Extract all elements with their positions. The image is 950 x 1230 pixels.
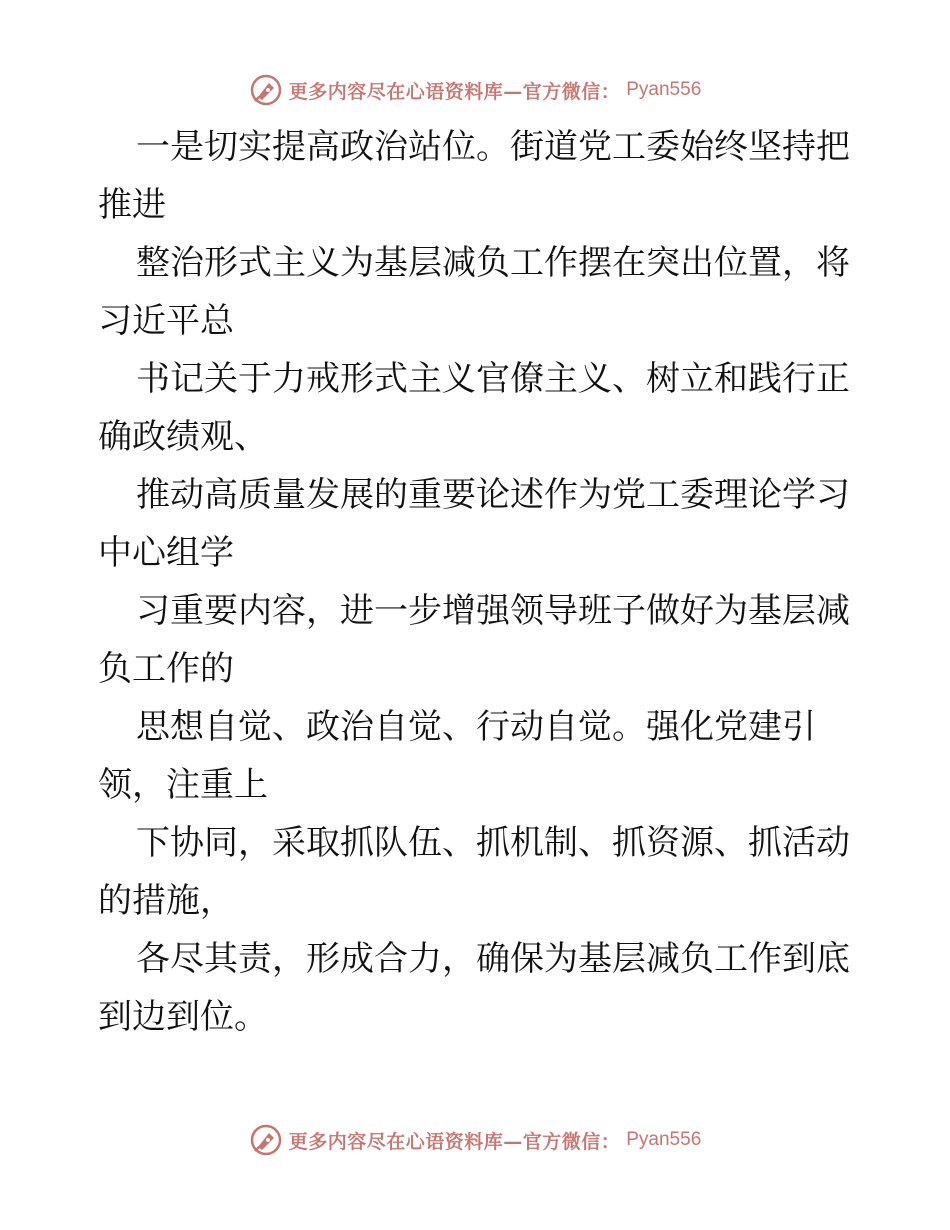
banner-text: 更多内容尽在心语资料库—官方微信： [288,1130,621,1153]
paragraph [98,698,858,814]
paragraph-line: 一是切实提高政治站位。街道党工委始终坚持把 [136,127,850,167]
paragraph-line: 习重要内容，进一步增强领导班子做好为基层减 [136,591,850,631]
paragraph [98,582,858,698]
paragraph-line: 推动高质量发展的重要论述作为党工委理论学习 [136,475,850,515]
document-body [98,118,858,1046]
paragraph [98,234,858,350]
paragraph-line: 领，注重上 [98,765,268,805]
banner-wechat-handle: Pyan556 [626,79,702,100]
paragraph-line: 负工作的 [98,649,234,689]
paragraph [98,930,858,1046]
paragraph-line: 中心组学 [98,533,234,573]
paragraph-line: 思想自觉、政治自觉、行动自觉。强化党建引 [136,707,816,747]
paragraph-line: 整治形式主义为基层减负工作摆在突出位置，将 [136,243,850,283]
footer-banner [0,1120,950,1160]
header-banner [0,70,950,110]
paragraph-line: 到边到位。 [98,997,268,1037]
paragraph [98,466,858,582]
paragraph-line: 的措施， [98,881,234,921]
paragraph [98,814,858,930]
paragraph [98,118,858,234]
paragraph-line: 各尽其责，形成合力，确保为基层减负工作到底 [136,939,850,979]
paragraph [98,350,858,466]
paragraph-line: 确政绩观、 [98,417,268,457]
paragraph-line: 推进 [98,185,166,225]
paragraph-line: 下协同，采取抓队伍、抓机制、抓资源、抓活动 [136,823,850,863]
paragraph-line: 书记关于力戒形式主义官僚主义、树立和践行正 [136,359,850,399]
banner-text: 更多内容尽在心语资料库—官方微信： [288,80,621,103]
banner-wechat-handle: Pyan556 [626,1129,702,1150]
pen-nib-logo-icon [249,73,283,107]
paragraph-line: 习近平总 [98,301,234,341]
pen-nib-logo-icon [249,1123,283,1157]
